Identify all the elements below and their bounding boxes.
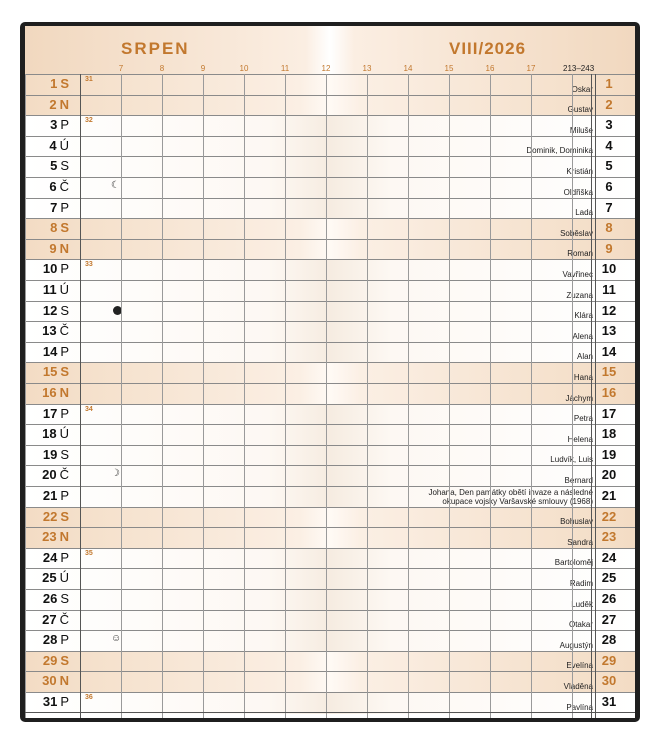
day-number-right: 12 [601,302,617,318]
day-number-right: 20 [601,467,617,483]
weekday-letter: N [59,240,69,256]
hour-label: 10 [239,64,249,73]
name-day: Bernard [564,475,593,485]
day-number-right: 15 [601,364,617,380]
weekday-letter: P [60,549,69,565]
day-number-right: 25 [601,570,617,586]
day-row[interactable] [25,136,635,158]
day-number-right: 13 [601,323,617,339]
grid-column-line [531,74,532,718]
name-day: Evelína [566,661,593,671]
name-day: Jáchym [565,393,593,403]
weekday-letter: P [60,199,69,215]
day-grid [25,74,635,718]
name-day: Hana [573,372,593,382]
name-day: Oldřiška [563,187,593,197]
day-row[interactable] [25,383,635,405]
day-number-right: 11 [602,282,616,297]
day-row[interactable] [25,321,635,343]
hour-label: 16 [485,64,495,73]
day-row[interactable] [25,486,635,508]
name-day: Oskar [571,84,593,94]
day-number-right: 31 [601,694,617,709]
hour-label: 12 [321,64,331,73]
day-number-right: 10 [601,261,617,277]
name-day: Pavlína [566,702,593,712]
day-number: 17 [42,405,58,421]
hour-label: 13 [362,64,372,73]
day-label [25,138,69,153]
name-day: Roman [567,249,593,259]
day-row[interactable] [25,115,635,137]
name-day: Dominik, Dominika [526,146,593,156]
name-day: Alan [576,352,593,362]
day-number-right: 18 [601,426,617,442]
day-number: 25 [42,570,57,586]
name-day: Klára [574,311,593,321]
day-number: 12 [42,302,58,318]
hour-label: 14 [403,64,413,73]
name-day: Johana, Den památky obětí invaze a následné okupace vojsky Varšavské smlouvy (1968) [428,487,593,506]
weekday-letter: S [60,76,69,91]
grid-column-line [162,74,163,718]
day-number: 29 [42,652,58,668]
day-number: 7 [50,199,58,215]
day-number-right: 1 [605,76,613,91]
day-number: 27 [42,611,57,627]
week-number: 32 [85,117,93,125]
day-row[interactable] [25,651,635,673]
full-moon-icon: ☺ [111,633,122,645]
planner-header [25,26,635,74]
name-day: Gustav [567,105,593,115]
weekday-letter: Č [59,323,69,339]
week-number: 35 [85,549,93,557]
day-number-right: 28 [601,632,617,648]
day-row[interactable] [25,156,635,178]
day-number: 10 [42,261,58,277]
grid-column-line [203,74,204,718]
weekday-letter: S [60,302,69,318]
name-day: Kristián [566,166,593,176]
day-number: 2 [49,96,57,112]
day-number: 15 [42,364,58,380]
day-number: 13 [42,323,57,339]
day-label [25,158,69,173]
name-day: Vavřinec [562,269,593,279]
weekday-letter: N [59,529,69,545]
hour-label: 7 [118,64,124,73]
weekday-letter: P [60,488,69,503]
name-day: Soběslav [560,228,593,238]
grid-column-line [285,74,286,718]
name-day: Zuzana [566,290,593,300]
day-number: 5 [50,158,58,174]
day-label [25,117,69,132]
week-number: 31 [85,76,93,83]
day-row[interactable] [25,465,635,487]
weekday-letter: P [60,261,69,277]
day-row[interactable] [25,362,635,384]
day-number-right: 19 [601,446,617,462]
day-number: 26 [42,591,58,606]
day-label [25,673,69,688]
name-day: Helena [567,434,593,444]
grid-column-line [591,74,592,718]
day-number: 18 [42,426,57,442]
day-number: 14 [42,343,58,359]
day-label [25,385,69,400]
name-day: Lada [575,208,593,218]
hour-label: 11 [280,64,290,73]
day-label [25,406,69,421]
day-label [25,612,69,627]
grid-column-line [244,74,245,718]
day-number-right: 5 [605,158,613,174]
planner-page [25,26,635,718]
day-number: 24 [42,549,58,565]
day-label [25,467,69,482]
name-day: Otakar [568,620,593,630]
day-row[interactable] [25,177,635,199]
day-row[interactable] [25,239,635,261]
day-label [25,529,69,544]
hour-label: 15 [444,64,454,73]
weekday-letter: P [60,117,69,133]
day-row[interactable] [25,218,635,240]
weekday-letter: S [60,158,69,174]
name-day: Radim [569,578,593,588]
day-label [25,632,69,647]
day-row[interactable] [25,507,635,529]
week-number: 34 [85,405,93,413]
weekday-letter: Ú [59,570,69,586]
weekday-letter: N [59,385,69,400]
day-number-right: 7 [605,199,613,215]
weekday-letter: P [60,405,69,421]
first-quarter-moon-icon: ☽ [111,468,120,480]
weekday-letter: Č [59,467,69,483]
weekday-letter: Ú [59,426,69,442]
day-row[interactable] [25,630,635,652]
day-label [25,261,69,276]
day-row[interactable] [25,342,635,364]
name-day: Ludvík, Luis [550,455,593,465]
weekday-letter: S [60,364,69,380]
grid-column-line [25,74,26,718]
day-number: 4 [49,137,57,153]
weekday-letter: P [60,343,69,359]
name-day: Sandra [567,537,593,547]
day-number: 22 [42,508,58,524]
day-label [25,364,69,379]
day-number: 3 [50,117,58,133]
day-number-right: 22 [601,508,617,524]
weekday-letter: N [59,96,69,112]
weekday-letter: Ú [59,282,69,297]
day-number-right: 8 [605,220,613,236]
day-label [25,97,69,112]
day-label [25,591,69,606]
grid-column-line [367,74,368,718]
day-number-right: 4 [605,137,613,153]
day-number: 31 [42,694,58,709]
day-number: 20 [42,467,57,483]
grid-column-line [595,74,596,718]
day-number-right: 30 [601,673,617,689]
day-label [25,488,69,503]
weekday-letter: N [59,673,69,689]
day-number-right: 27 [601,611,617,627]
day-number: 23 [42,529,57,545]
day-number: 11 [42,282,57,297]
day-row[interactable] [25,301,635,323]
day-number: 9 [49,240,57,256]
week-number: 36 [85,694,93,701]
day-label [25,570,69,585]
day-label [25,550,69,565]
name-day: Vladěna [563,681,593,691]
grid-column-line [80,74,81,718]
day-label [25,200,69,215]
weekday-letter: P [60,694,69,709]
day-label [25,694,69,709]
weekday-letter: S [60,652,69,668]
hour-label: 8 [159,64,165,73]
day-label [25,241,69,256]
day-row[interactable] [25,548,635,570]
day-number-right: 17 [601,405,617,421]
day-number: 1 [50,76,58,91]
day-number-right: 24 [601,549,617,565]
grid-column-line [572,74,573,718]
grid-column-line [408,74,409,718]
name-day: Miluše [569,125,593,135]
day-number-right: 29 [601,652,617,668]
weekday-letter: S [60,508,69,524]
day-number-right: 9 [605,240,613,256]
day-label [25,323,69,338]
day-row[interactable] [25,259,635,281]
day-label [25,303,69,318]
day-row[interactable] [25,424,635,446]
weekday-letter: Ú [59,137,69,153]
day-label [25,179,69,194]
month-title: SRPEN [121,39,190,58]
day-row[interactable] [25,74,635,96]
weekday-letter: Č [59,179,69,194]
bottom-rule [25,712,635,713]
day-label [25,76,69,91]
day-row[interactable] [25,404,635,426]
name-day: Alena [572,331,593,341]
day-number-right: 2 [605,96,613,112]
day-row[interactable] [25,692,635,714]
day-label [25,282,69,297]
weekday-letter: S [60,446,69,462]
grid-column-line [121,74,122,718]
day-row[interactable] [25,568,635,590]
day-label [25,447,69,462]
name-day: Luděk [571,599,593,609]
day-number: 28 [42,632,58,648]
grid-column-line [326,74,327,718]
weekday-letter: S [60,220,69,236]
weekday-letter: S [60,591,69,606]
day-label [25,344,69,359]
day-row[interactable] [25,95,635,117]
day-label [25,653,69,668]
weekday-letter: Č [59,611,69,627]
name-day: Bohuslav [560,517,593,527]
day-number: 19 [42,446,58,462]
week-number: 33 [85,261,93,269]
day-number-right: 16 [601,385,617,400]
day-number: 8 [50,220,58,236]
hour-label: 17 [526,64,536,73]
month-number-year: VIII/2026 [449,39,527,58]
day-label [25,509,69,524]
day-number: 16 [42,385,57,400]
day-number: 21 [42,488,58,503]
day-number-right: 26 [601,591,617,606]
day-label [25,426,69,441]
weekday-letter: P [60,632,69,648]
day-row[interactable] [25,671,635,693]
day-number: 6 [49,179,57,194]
name-day: Petra [573,414,593,424]
day-row[interactable] [25,589,635,611]
day-number-right: 3 [605,117,613,133]
day-number-right: 6 [605,179,613,194]
name-day: Bartoloměj [554,558,593,568]
day-of-year-range: 213–243 [563,64,595,73]
last-quarter-moon-icon: ☾ [111,180,120,191]
day-label [25,220,69,235]
name-day: Augustýn [559,640,593,650]
day-row[interactable] [25,610,635,632]
day-row[interactable] [25,445,635,467]
hour-label: 9 [200,64,206,73]
day-row[interactable] [25,280,635,302]
day-number-right: 23 [601,529,617,545]
day-number-right: 21 [601,488,617,503]
day-row[interactable] [25,527,635,549]
grid-column-line [490,74,491,718]
grid-column-line [449,74,450,718]
day-number-right: 14 [601,343,617,359]
day-row[interactable] [25,198,635,220]
day-number: 30 [42,673,57,689]
